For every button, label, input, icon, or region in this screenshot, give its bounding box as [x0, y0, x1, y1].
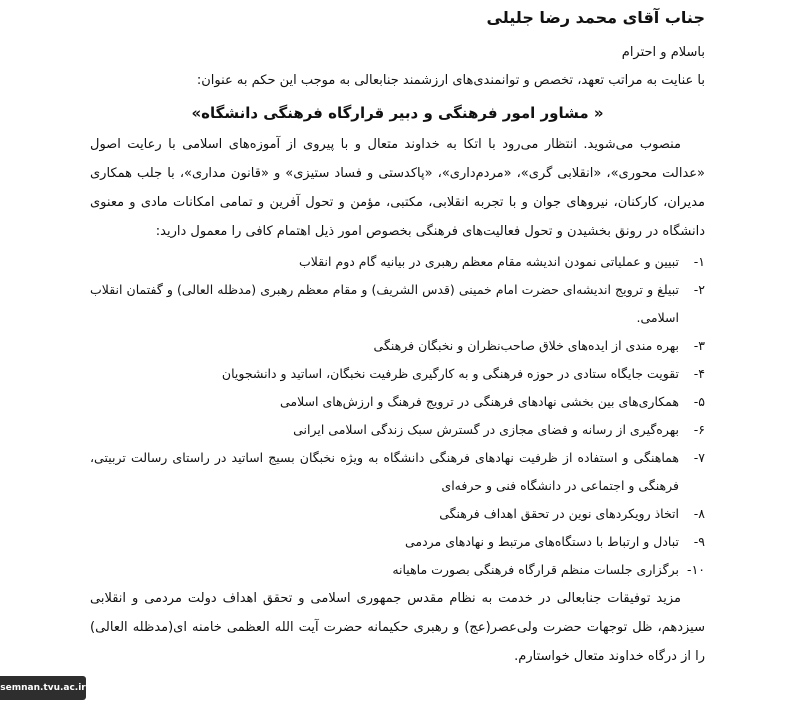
list-item [90, 500, 705, 528]
item-number: ۱- [693, 254, 705, 269]
item-text: تبیین و عملیاتی نمودن اندیشه مقام معظم رهبری در بیانیه گام دوم انقلاب [299, 254, 679, 269]
list-item [90, 360, 705, 388]
item-text: تبیلغ و ترویج اندیشه‌ای حضرت امام خمینی (قدس الشریف) و مقام معظم رهبری (مدظله العالی) و گفتمان انقلاب اسلامی. [90, 282, 679, 325]
body-paragraph: منصوب می‌شوید. انتظار می‌رود با اتکا به خداوند متعال و با پیروی از آموزه‌های اسلامی با رعایت اصول «عدالت محوری»، «انقلابی گری»، «مردم‌داری»، «پاکدستی و فساد ستیزی» و «قانون مداری»، با جلب همکاری مدیران، کارکنان، نیروهای جوان و با تجربه انقلابی، مکتبی، مؤمن و تحول آفرین و تمامی امکانات مادی و معنوی دانشگاه در رونق بخشیدن و تحول فعالیت‌های فرهنگی بخصوص امور ذیل اهتمام کافی را معمول دارید: [90, 137, 705, 239]
item-text: بهره مندی از ایده‌های خلاق صاحب‌نظران و نخبگان فرهنگی [373, 338, 679, 353]
item-number: ۹- [693, 534, 705, 549]
item-text: برگزاری جلسات منظم قرارگاه فرهنگی بصورت ماهیانه [392, 562, 679, 577]
list-item [90, 332, 705, 360]
item-text: تقویت جایگاه ستادی در حوزه فرهنگی و به کارگیری ظرفیت نخبگان، اساتید و دانشجویان [221, 366, 679, 381]
item-number: ۷- [693, 450, 705, 465]
item-text: همکاری‌های بین بخشی نهادهای فرهنگی در ترویج فرهنگ و ارزش‌های اسلامی [279, 394, 679, 409]
item-text: بهره‌گیری از رسانه و فضای مجازی در گسترش سبک زندگی اسلامی ایرانی [293, 422, 679, 437]
recipient-name: جناب آقای محمد رضا جلیلی [486, 8, 705, 27]
item-number: ۱۰- [687, 562, 705, 577]
item-number: ۶- [693, 422, 705, 437]
list-item [90, 556, 705, 584]
item-number: ۵- [693, 394, 705, 409]
site-watermark: semnan.tvu.ac.ir [0, 676, 86, 700]
intro-text: با عنایت به مراتب تعهد، تخصص و توانمندی‌های ارزشمند جنابعالی به موجب این حکم به عنوان: [196, 73, 705, 88]
list-item [90, 416, 705, 444]
list-item [90, 388, 705, 416]
list-item [90, 276, 705, 332]
list-item [90, 248, 705, 276]
greeting: باسلام و احترام [621, 45, 705, 60]
duties-list [90, 248, 705, 584]
item-number: ۳- [693, 338, 705, 353]
item-number: ۴- [693, 366, 705, 381]
list-item [90, 444, 705, 500]
item-text: تبادل و ارتباط با دستگاه‌های مرتبط و نهادهای مردمی [404, 534, 679, 549]
appointment-title: « مشاور امور فرهنگی و دبیر قرارگاه فرهنگی دانشگاه» [191, 104, 604, 122]
list-item [90, 528, 705, 556]
item-text: اتخاذ رویکردهای نوین در تحقق اهداف فرهنگی [439, 506, 679, 521]
item-number: ۲- [693, 282, 705, 297]
closing-paragraph: مزید توفیقات جنابعالی در خدمت به نظام مقدس جمهوری اسلامی و تحقق اهداف دولت مردمی و انقلابی سیزدهم، ظل توجهات حضرت ولی‌عصر(عج) و رهبری حکیمانه حضرت آیت الله العظمی خامنه ای(مدظله العالی) را از درگاه خداوند متعال خواستارم. [90, 591, 705, 664]
item-number: ۸- [693, 506, 705, 521]
item-text: هماهنگی و استفاده از ظرفیت نهادهای فرهنگی دانشگاه به ویژه نخبگان بسیج اساتید در راستای رسالت تربیتی، فرهنگی و اجتماعی در دانشگاه فنی و حرفه‌ای [90, 450, 679, 493]
